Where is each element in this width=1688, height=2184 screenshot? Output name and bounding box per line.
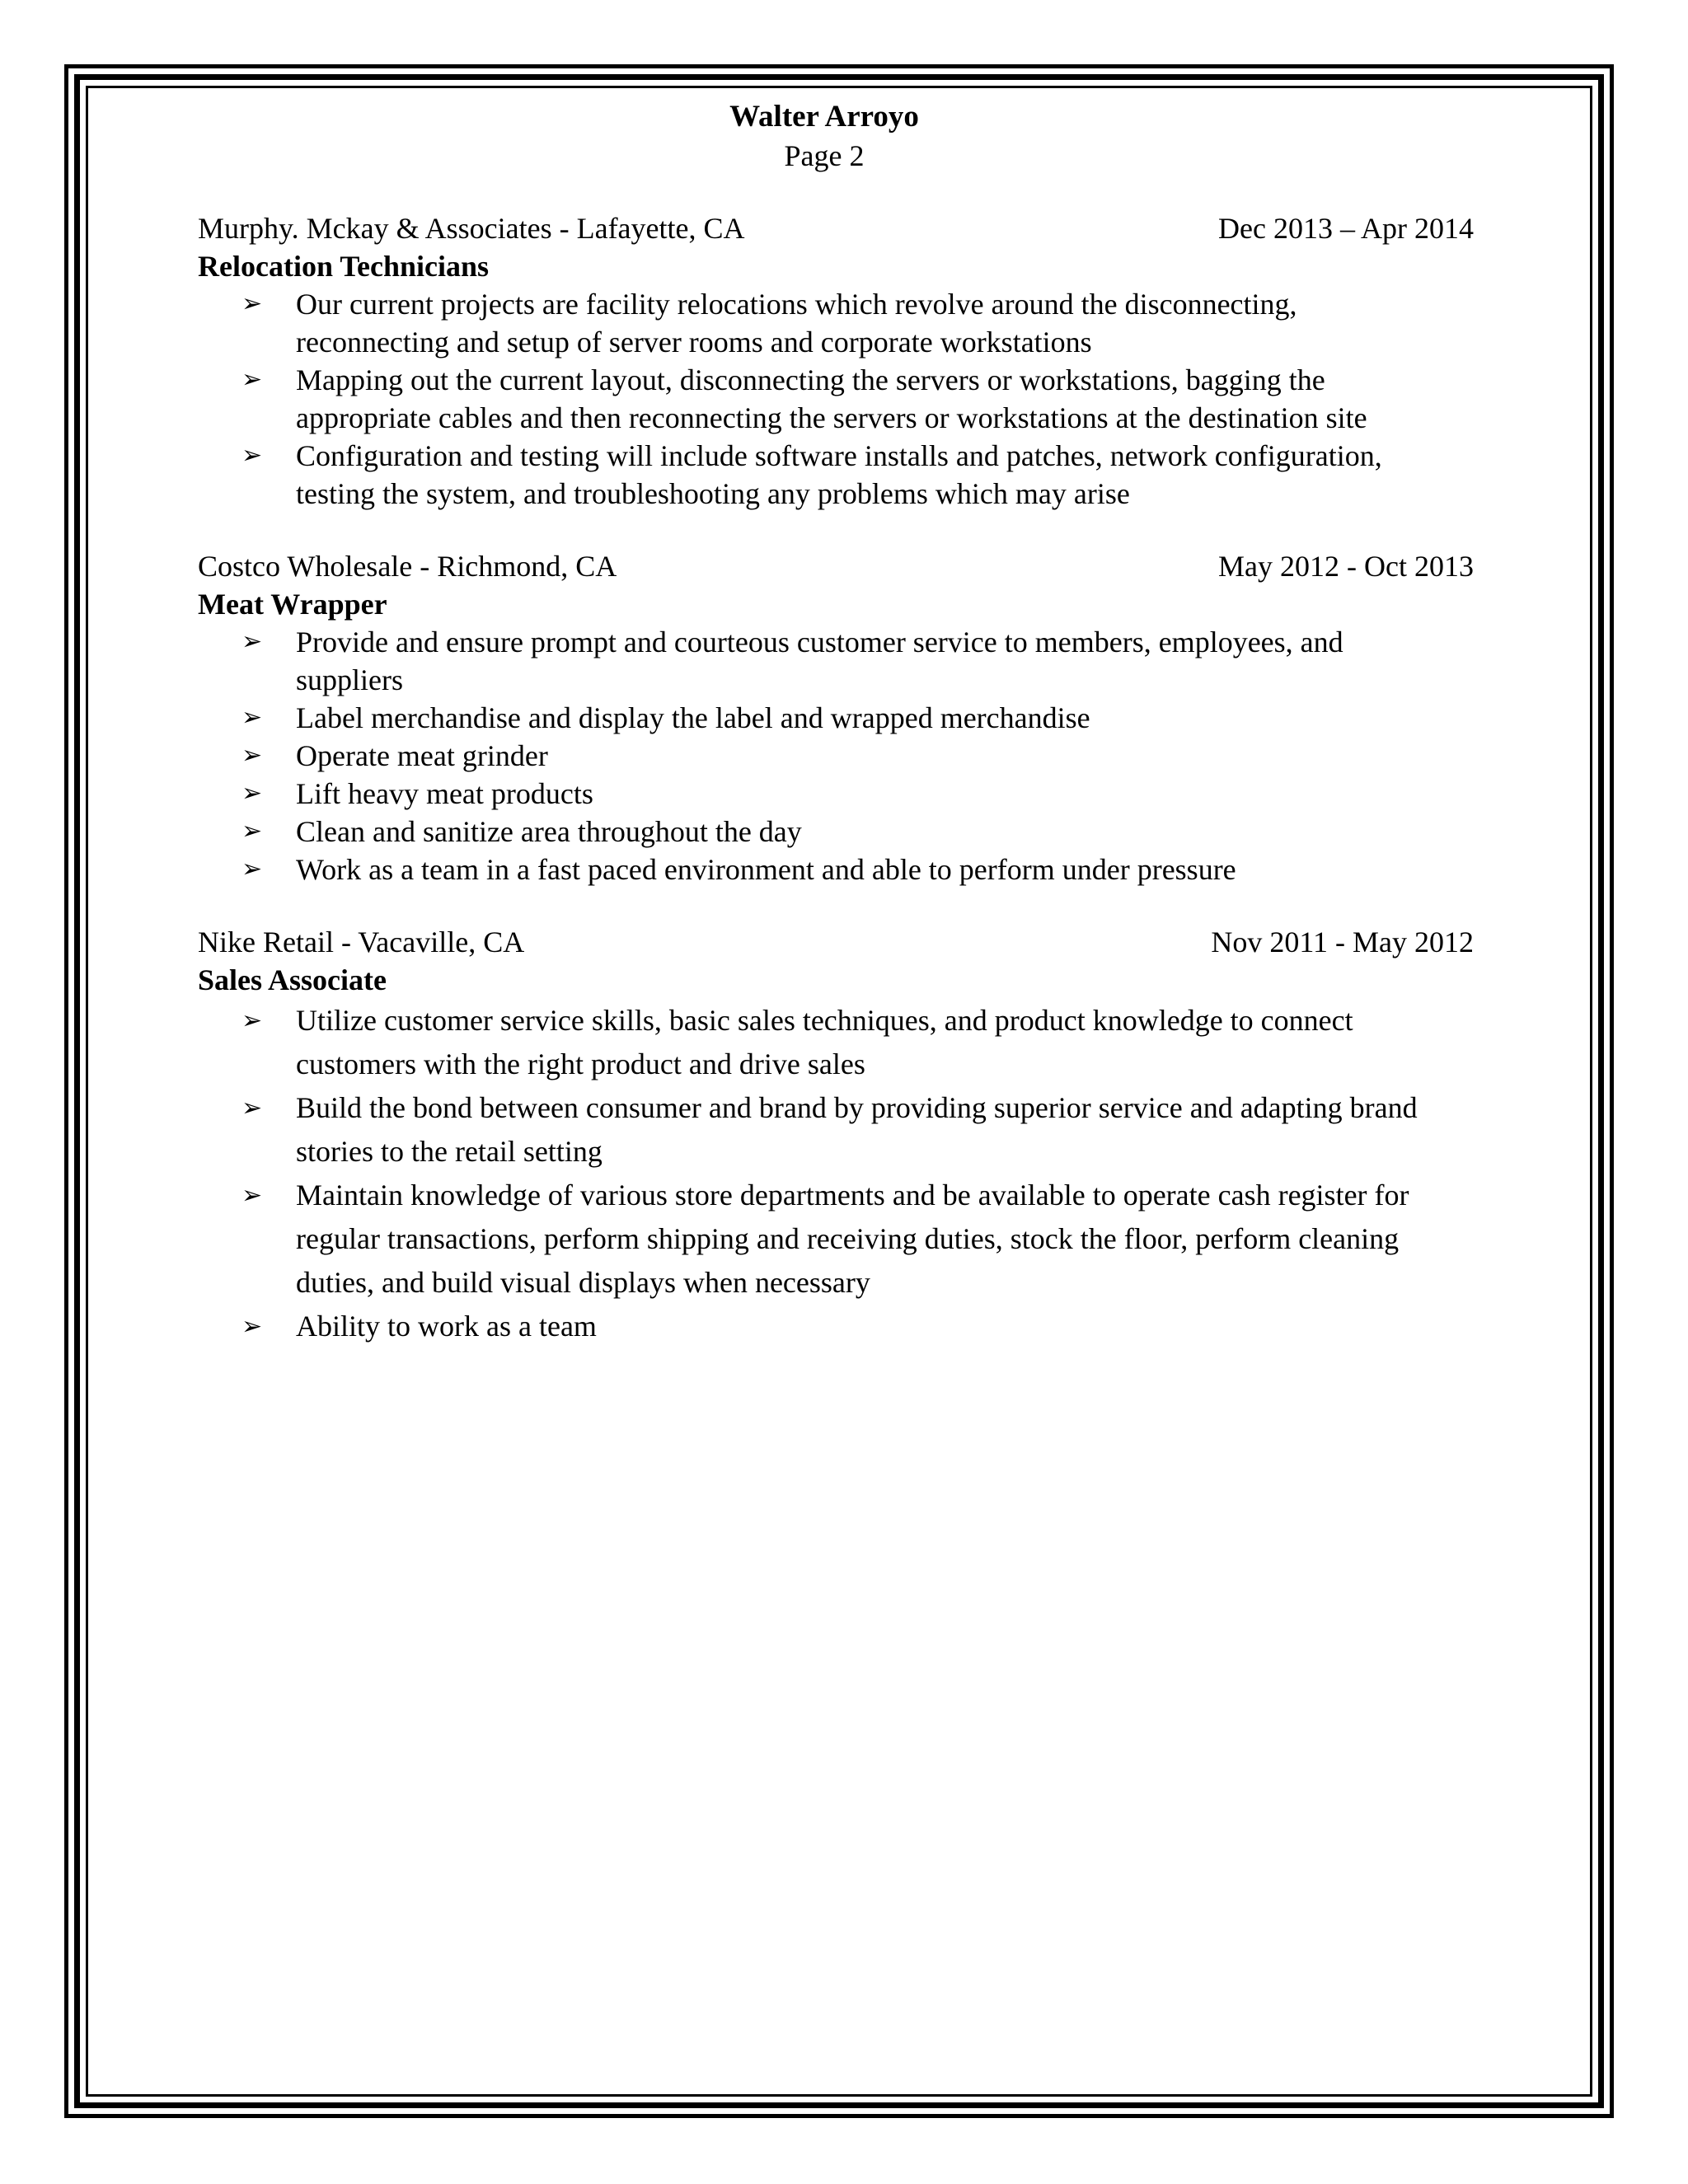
duty-text: Operate meat grinder (296, 739, 548, 772)
candidate-name: Walter Arroyo (729, 100, 919, 134)
list-item (241, 1086, 1433, 1174)
duty-text: Lift heavy meat products (296, 777, 593, 810)
list-item (241, 361, 1433, 437)
job-duties-list (198, 285, 1484, 513)
list-item (241, 699, 1433, 737)
list-item (241, 437, 1433, 513)
list-item (241, 775, 1433, 813)
duty-text: Mapping out the current layout, disconnecting the servers or workstations, bagging the appropriate cables and then reconnecting the servers or workstations at the destination site (296, 363, 1367, 434)
page-number: Page 2 (784, 139, 865, 172)
arrowhead-bullet-icon: ➢ (241, 1312, 263, 1341)
list-item (241, 285, 1433, 361)
list-item (241, 737, 1433, 775)
arrowhead-bullet-icon: ➢ (241, 779, 263, 808)
duty-text: Build the bond between consumer and brand by providing superior service and adapting brand stories to the retail setting (296, 1091, 1418, 1168)
duty-text: Clean and sanitize area throughout the day (296, 815, 802, 848)
job-header-line (198, 547, 1474, 585)
duty-text: Configuration and testing will include software installs and patches, network configuration, testing the system, and troubleshooting any problems which may arise (296, 439, 1382, 510)
employment-dates: May 2012 - Oct 2013 (1218, 550, 1474, 583)
arrowhead-bullet-icon: ➢ (241, 289, 263, 318)
arrowhead-bullet-icon: ➢ (241, 1094, 263, 1122)
list-item (241, 999, 1433, 1086)
arrowhead-bullet-icon: ➢ (241, 855, 263, 883)
employer-location: Costco Wholesale - Richmond, CA (198, 550, 617, 583)
employer-location: Nike Retail - Vacaville, CA (198, 926, 525, 958)
job-duties-list (198, 623, 1484, 888)
job-header-line (198, 209, 1474, 247)
duty-text: Work as a team in a fast paced environment and able to perform under pressure (296, 853, 1236, 886)
job-header-line (198, 923, 1474, 961)
duty-text: Our current projects are facility relocations which revolve around the disconnecting, reconnecting and setup of server rooms and corporate workstations (296, 288, 1297, 359)
resume-header (165, 97, 1484, 175)
resume-page (198, 97, 1484, 1348)
arrowhead-bullet-icon: ➢ (241, 1181, 263, 1210)
list-item (241, 623, 1433, 699)
duty-text: Label merchandise and display the label and wrapped merchandise (296, 701, 1090, 734)
arrowhead-bullet-icon: ➢ (241, 817, 263, 846)
arrowhead-bullet-icon: ➢ (241, 741, 263, 770)
list-item (241, 851, 1433, 888)
job-duties-list (198, 999, 1484, 1348)
duty-text: Maintain knowledge of various store departments and be available to operate cash register for regular transactions, perform shipping and receiving duties, stock the floor, perform cleaning duties, and build visual displays when necessary (296, 1179, 1409, 1299)
arrowhead-bullet-icon: ➢ (241, 703, 263, 732)
job-entry (198, 209, 1484, 513)
duty-text: Ability to work as a team (296, 1310, 597, 1343)
employment-dates: Dec 2013 – Apr 2014 (1218, 212, 1474, 245)
arrowhead-bullet-icon: ➢ (241, 365, 263, 394)
job-entry (198, 923, 1484, 1348)
list-item (241, 1174, 1433, 1305)
job-title: Meat Wrapper (198, 588, 387, 621)
job-entry (198, 547, 1484, 888)
list-item (241, 1305, 1433, 1348)
employer-location: Murphy. Mckay & Associates - Lafayette, CA (198, 212, 745, 245)
job-title: Sales Associate (198, 963, 387, 996)
employment-dates: Nov 2011 - May 2012 (1211, 926, 1474, 958)
duty-text: Utilize customer service skills, basic sales techniques, and product knowledge to connect customers with the right product and drive sales (296, 1004, 1353, 1080)
arrowhead-bullet-icon: ➢ (241, 627, 263, 656)
job-title: Relocation Technicians (198, 250, 490, 283)
arrowhead-bullet-icon: ➢ (241, 1006, 263, 1035)
arrowhead-bullet-icon: ➢ (241, 441, 263, 470)
duty-text: Provide and ensure prompt and courteous customer service to members, employees, and suppliers (296, 626, 1343, 696)
list-item (241, 813, 1433, 851)
